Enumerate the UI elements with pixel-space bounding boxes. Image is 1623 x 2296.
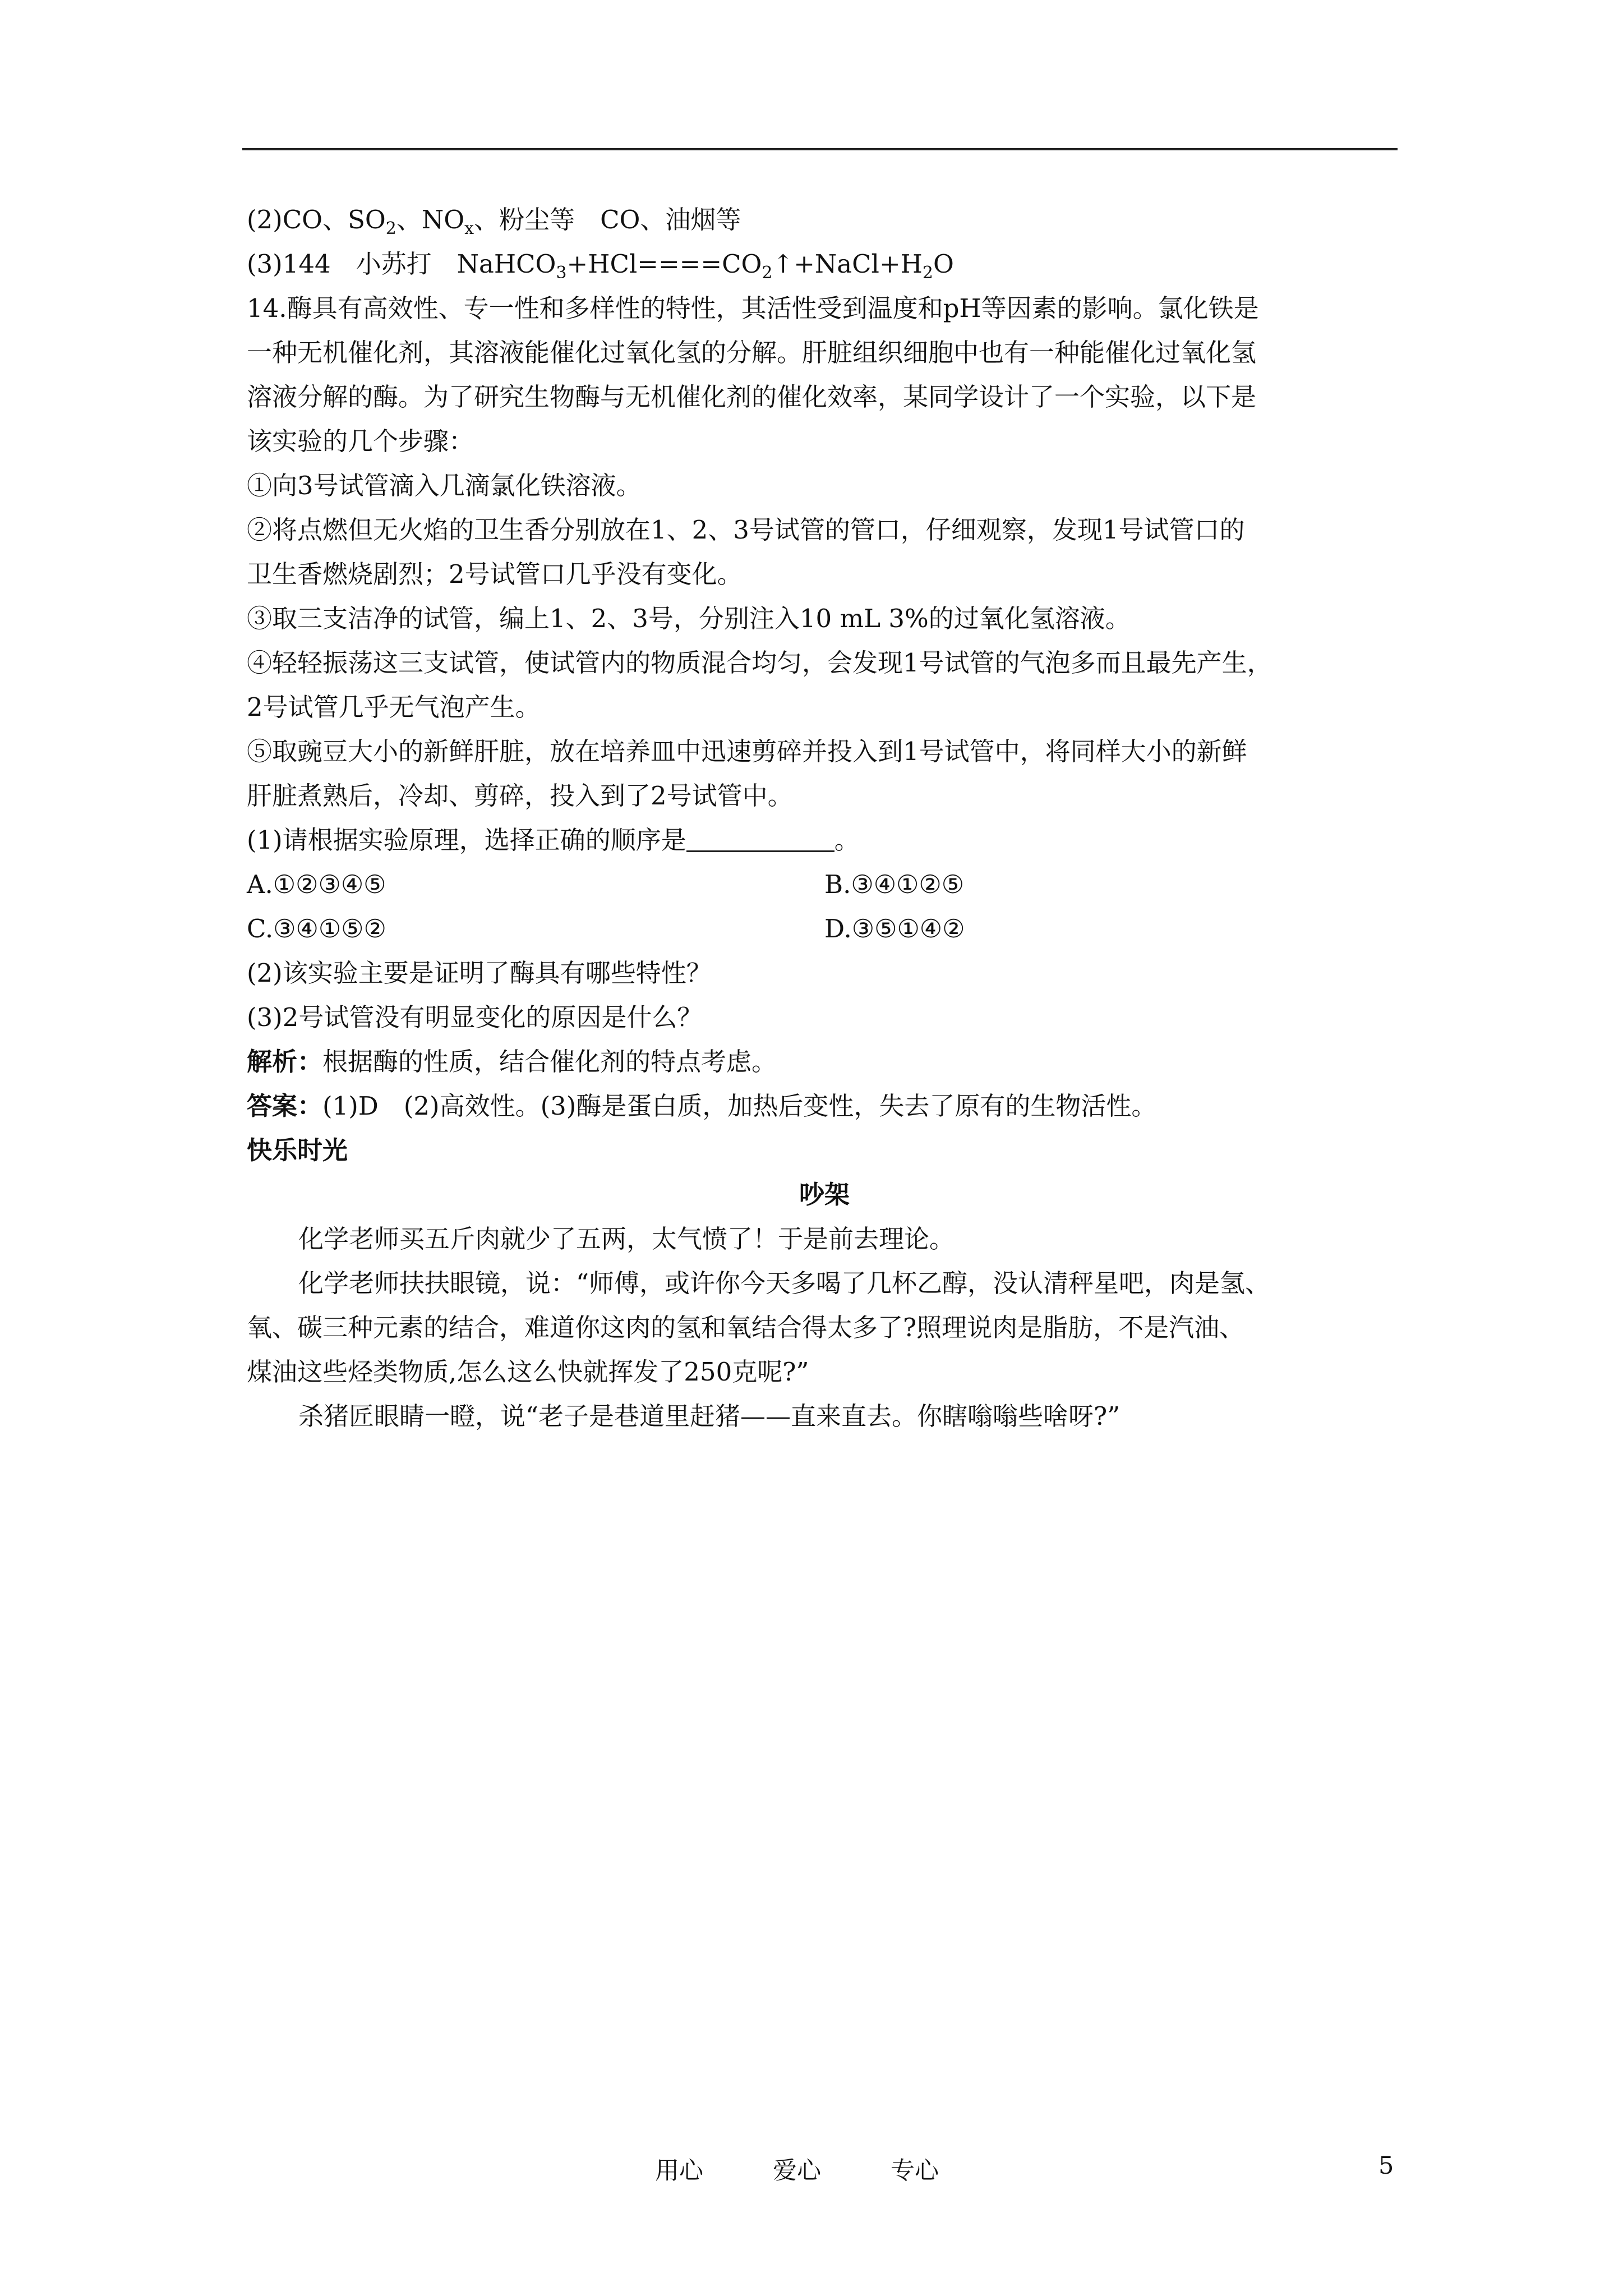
header-rule — [242, 148, 1398, 150]
section-heading: 快乐时光 — [247, 1135, 348, 1165]
answer-line-2 — [247, 197, 1402, 242]
answer-3-text-mid2: ↑+NaCl+H — [772, 249, 923, 279]
step-line: ⑤取豌豆大小的新鲜肝脏，放在培养皿中迅速剪碎并投入到1号试管中，将同样大小的新鲜 — [247, 737, 1247, 766]
story-paragraph: 化学老师买五斤肉就少了五两，太气愤了！于是前去理论。 — [298, 1224, 955, 1254]
analysis — [247, 1039, 1402, 1084]
question-stem-line: 该实验的几个步骤： — [247, 426, 474, 456]
step-line: ③取三支洁净的试管，编上1、2、3号，分别注入10 mL 3%的过氧化氢溶液。 — [247, 604, 1131, 633]
page-content — [247, 197, 1402, 1438]
answer-label: 答案： — [247, 1091, 323, 1121]
page-number: 5 — [1378, 2152, 1394, 2180]
step-line: ④轻轻振荡这三支试管，使试管内的物质混合均匀，会发现1号试管的气泡多而且最先产生， — [247, 648, 1272, 678]
option-a: A.①②③④⑤ — [247, 869, 386, 899]
sub-question-2: (2)该实验主要是证明了酶具有哪些特性？ — [247, 958, 712, 988]
answer-line-3 — [247, 242, 1402, 286]
story-title: 吵架 — [799, 1180, 850, 1209]
analysis-text: 根据酶的性质，结合催化剂的特点考虑。 — [322, 1047, 777, 1076]
sub-question-1-text: (1)请根据实验原理，选择正确的顺序是 — [247, 825, 686, 855]
subscript: 2 — [922, 263, 933, 283]
question-stem-line: 14.酶具有高效性、专一性和多样性的特性，其活性受到温度和pH等因素的影响。氯化铁是 — [247, 293, 1259, 323]
answer-3-text-mid: +HCl====CO — [566, 249, 762, 279]
sub-question-3: (3)2号试管没有明显变化的原因是什么？ — [247, 1002, 703, 1032]
options-row-2 — [247, 907, 1402, 951]
motto-word: 爱心 — [773, 2157, 821, 2185]
footer-motto — [655, 2152, 1008, 2186]
answer — [247, 1084, 1402, 1128]
answer-2-text-rest: 、粉尘等 CO、油烟等 — [474, 205, 741, 234]
question-stem-line: 一种无机催化剂，其溶液能催化过氧化氢的分解。肝脏组织细胞中也有一种能催化过氧化氢 — [247, 338, 1257, 367]
subscript: 3 — [556, 263, 567, 283]
step-line: ①向3号试管滴入几滴氯化铁溶液。 — [247, 471, 642, 500]
answer-3-text-rest: O — [933, 249, 954, 279]
answer-blank — [686, 823, 834, 852]
step-line: 肝脏煮熟后，冷却、剪碎，投入到了2号试管中。 — [247, 781, 793, 811]
subscript: 2 — [385, 219, 396, 238]
motto-word: 专心 — [891, 2157, 939, 2185]
story-paragraph: 杀猪匠眼睛一瞪，说“老子是巷道里赶猪——直来直去。你瞎嗡嗡些啥呀?” — [298, 1401, 1121, 1431]
answer-2-text: (2)CO、SO — [247, 205, 386, 234]
step-line: ②将点燃但无火焰的卫生香分别放在1、2、3号试管的管口，仔细观察，发现1号试管口的 — [247, 515, 1245, 545]
options-row-1 — [247, 862, 1402, 907]
option-c: C.③④①⑤② — [247, 914, 386, 944]
answer-text: (1)D (2)高效性。(3)酶是蛋白质，加热后变性，失去了原有的生物活性。 — [322, 1091, 1157, 1121]
question-stem-line: 溶液分解的酶。为了研究生物酶与无机催化剂的催化效率，某同学设计了一个实验，以下是 — [247, 382, 1257, 412]
step-line: 卫生香燃烧剧烈；2号试管口几乎没有变化。 — [247, 559, 743, 589]
subscript: x — [464, 219, 474, 238]
story-paragraph-line: 煤油这些烃类物质,怎么这么快就挥发了250克呢?” — [247, 1357, 809, 1387]
motto-word: 用心 — [655, 2157, 703, 2185]
step-line: 2号试管几乎无气泡产生。 — [247, 692, 541, 722]
answer-2-text-mid: 、NO — [396, 205, 465, 234]
story-paragraph-line: 化学老师扶扶眼镜，说：“师傅，或许你今天多喝了几杯乙醇，没认清秤星吧，肉是氢、 — [298, 1268, 1271, 1298]
answer-3-text: (3)144 小苏打 NaHCO — [247, 249, 556, 279]
option-b: B.③④①②⑤ — [824, 869, 965, 899]
story-paragraph-line: 氧、碳三种元素的结合，难道你这肉的氢和氧结合得太多了?照理说肉是脂肪，不是汽油、 — [247, 1313, 1245, 1342]
option-d: D.③⑤①④② — [824, 914, 965, 944]
analysis-label: 解析： — [247, 1047, 323, 1076]
sub-question-1-suffix: 。 — [834, 825, 860, 855]
sub-question-1 — [247, 818, 1402, 862]
subscript: 2 — [762, 263, 773, 283]
